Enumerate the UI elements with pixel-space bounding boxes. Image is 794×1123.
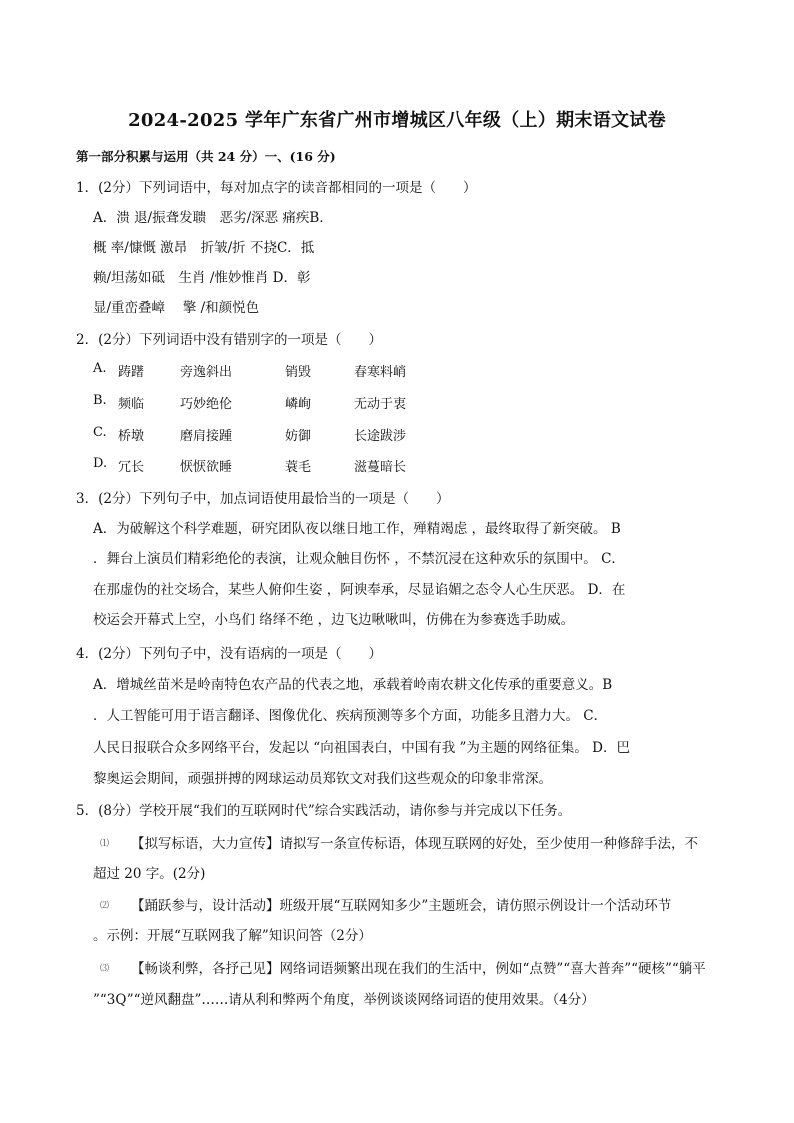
option-word: 磨肩接踵 <box>180 429 233 444</box>
option-word: 桥墩 <box>118 429 145 444</box>
option-word: 妨御 <box>285 429 312 444</box>
option-word: 蓑毛 <box>285 460 312 475</box>
question-5-item-1-cont: 超过 20 字。(2分) <box>93 866 206 882</box>
subitem-marker: ⑴ <box>100 839 110 849</box>
option-word: 滋蔓暗长 <box>354 460 407 475</box>
question-5-item-2: 【踊跃参与，设计活动】班级开展“互联网知多少”主题班会，请仿照示例设计一个活动环节 <box>131 898 672 914</box>
question-1-line: 赖/坦荡如砥 生肖 /惟妙惟肖 D．彰 <box>93 270 311 286</box>
question-1-line: 显/重峦叠嶂 擎 /和颜悦色 <box>93 300 260 316</box>
option-word: 无动于衷 <box>354 397 407 412</box>
option-word: 巧妙绝伦 <box>180 397 233 412</box>
option-word: 频临 <box>118 397 145 412</box>
question-3-line: A．为破解这个科学难题，研究团队夜以继日地工作，殚精竭虑 ，最终取得了新突破。 B <box>93 521 621 537</box>
option-label: D. <box>93 456 108 471</box>
question-3-stem: 3．(2分）下列句子中，加点词语使用最恰当的一项是（ ） <box>76 491 450 507</box>
option-word: 春寒料峭 <box>354 365 407 380</box>
option-label: B. <box>93 393 107 408</box>
question-5-item-3: 【畅谈利弊，各抒己见】网络词语频繁出现在我们的生活中，例如“点赞”“喜大普奔”“硬核”“躺平 <box>131 961 706 977</box>
question-4-line: ．人工智能可用于语言翻译、图像优化、疾病预测等多个方面，功能多且潜力大。 C． <box>93 708 608 724</box>
question-1-line: A．溃 退/振聋发聩 恶劣/深恶 痛疾B． <box>93 210 333 226</box>
page-title: 2024-2025 学年广东省广州市增城区八年级（上）期末语文试卷 <box>128 110 666 131</box>
question-3-line: ．舞台上演员们精彩绝伦的表演，让观众触目伤怀 ，不禁沉浸在这种欢乐的氛围中。 C． <box>93 551 625 567</box>
question-3-line: 校运会开幕式上空，小鸟们 络绎不绝 ，边飞边啾啾叫，仿佛在为参赛选手助威。 <box>93 612 575 628</box>
question-5-item-3-cont: ”“3Q”“逆风翻盘”……请从利和弊两个角度，举例谈谈网络词语的使用效果。（4分） <box>93 992 595 1008</box>
option-word: 嶙峋 <box>285 397 312 412</box>
question-1-stem: 1．(2分）下列词语中，每对加点字的读音都相同的一项是（ ） <box>76 180 477 196</box>
option-word: 冗长 <box>118 460 145 475</box>
question-2-stem: 2．(2分）下列词语中没有错别字的一项是（ ） <box>76 332 382 348</box>
question-3-line: 在那虚伪的社交场合，某些人俯仰生姿 ，阿谀奉承，尽显谄媚之态令人心生厌恶。 D．在 <box>93 582 626 598</box>
subitem-marker: ⑶ <box>100 964 110 974</box>
question-4-line: A．增城丝苗米是岭南特色农产品的代表之地，承载着岭南农耕文化传承的重要意义。B <box>93 677 613 693</box>
option-word: 旁逸斜出 <box>180 365 233 380</box>
question-4-line: 黎奥运会期间，顽强拼搏的网球运动员郑钦文对我们这些观众的印象非常深。 <box>93 771 552 787</box>
question-4-stem: 4．(2分）下列句子中，没有语病的一项是（ ） <box>76 646 382 662</box>
option-word: 销毁 <box>285 365 312 380</box>
question-5-stem: 5．(8分）学校开展“我们的互联网时代”综合实践活动，请你参与并完成以下任务。 <box>76 803 572 819</box>
question-4-line: 人民日报联合众多网络平台，发起以 “向祖国表白，中国有我 ”为主题的网络征集。 D．巴 <box>93 740 630 756</box>
subitem-marker: ⑵ <box>100 901 110 911</box>
option-word: 长途跋涉 <box>354 429 407 444</box>
option-word: 踌躇 <box>118 365 145 380</box>
section-header: 第一部分积累与运用（共 24 分）一、(16 分) <box>76 149 336 164</box>
question-1-line: 概 率/慷慨 激昂 折皱/折 不挠C．抵 <box>93 240 315 256</box>
option-label: C. <box>93 425 107 440</box>
question-5-item-1: 【拟写标语，大力宣传】请拟写一条宣传标语，体现互联网的好处，至少使用一种修辞手法，不 <box>131 836 698 852</box>
option-word: 恹恹欲睡 <box>180 460 233 475</box>
option-label: A. <box>93 361 107 376</box>
question-5-item-2-cont: 。示例：开展“互联网我了解”知识问答（2分） <box>93 928 372 944</box>
